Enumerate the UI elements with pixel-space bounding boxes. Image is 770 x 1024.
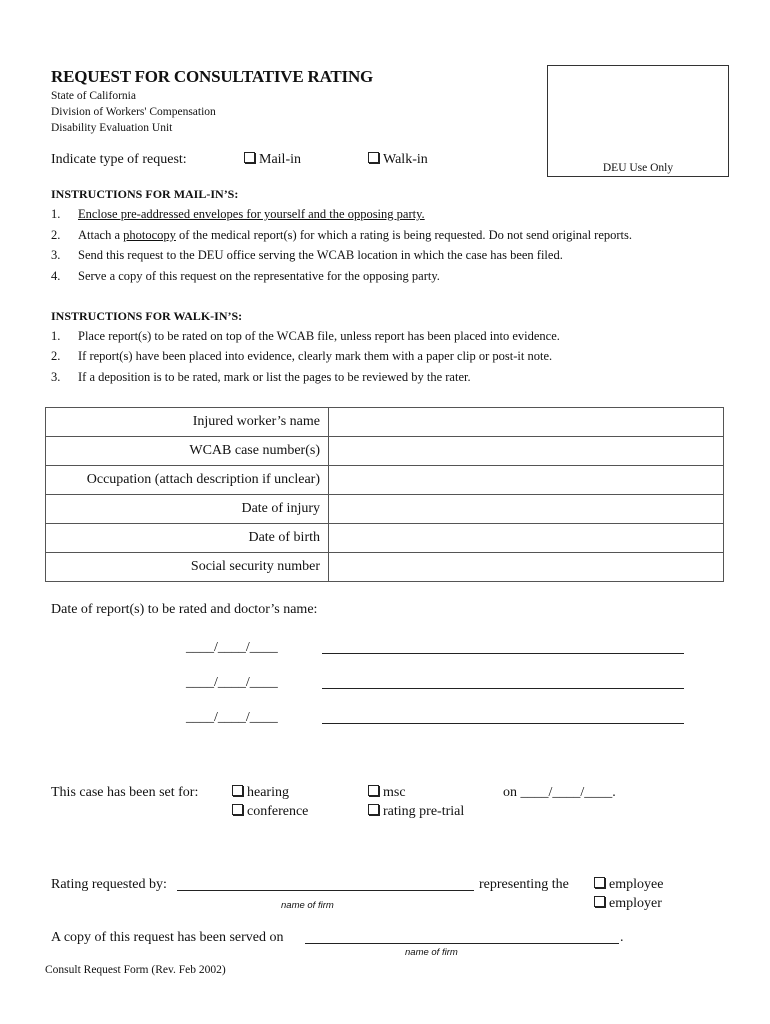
report-date-3[interactable]: ____/____/____ (186, 710, 278, 725)
ssn-label: Social security number (46, 553, 329, 582)
item-number: 3. (51, 248, 61, 262)
agency-division: Division of Workers' Compensation (51, 106, 216, 118)
representing-label: representing the (479, 877, 569, 892)
deu-use-only-label: DEU Use Only (602, 162, 674, 174)
deu-use-only-box (547, 65, 729, 177)
item-number: 3. (51, 370, 61, 384)
walk-in-checkbox[interactable] (368, 152, 379, 163)
rating-requested-firm-caption: name of firm (281, 900, 334, 911)
employee-label: employee (609, 877, 664, 892)
walk-in-item-2 (51, 349, 552, 364)
item-number: 4. (51, 269, 61, 283)
injured-worker-name-label: Injured worker’s name (46, 408, 329, 437)
conference-option[interactable] (232, 804, 308, 820)
table-row (46, 437, 724, 466)
rating-pre-trial-checkbox[interactable] (368, 804, 379, 815)
item-text: Place report(s) to be rated on top of the WCAB file, unless report has been placed into evidence. (78, 329, 560, 343)
wcab-case-number-field[interactable] (329, 437, 724, 466)
hearing-checkbox[interactable] (232, 785, 243, 796)
date-of-birth-label: Date of birth (46, 524, 329, 553)
msc-label: msc (383, 785, 406, 800)
table-row (46, 524, 724, 553)
mail-in-item-1 (51, 207, 425, 222)
doctor-name-line-1[interactable] (322, 653, 684, 654)
case-set-date[interactable]: on ____/____/____. (503, 785, 616, 800)
rating-requested-firm-line[interactable] (177, 890, 474, 891)
item-text-pre: Attach a (78, 228, 124, 242)
item-number: 1. (51, 207, 61, 221)
occupation-label: Occupation (attach description if unclear) (46, 466, 329, 495)
wcab-case-number-label: WCAB case number(s) (46, 437, 329, 466)
report-date-1[interactable]: ____/____/____ (186, 640, 278, 655)
walk-in-label: Walk-in (383, 152, 428, 167)
employer-option[interactable] (594, 896, 662, 912)
form-footer: Consult Request Form (Rev. Feb 2002) (45, 964, 226, 976)
table-row (46, 495, 724, 524)
msc-checkbox[interactable] (368, 785, 379, 796)
occupation-field[interactable] (329, 466, 724, 495)
served-on-label: A copy of this request has been served on (51, 930, 284, 945)
agency-unit: Disability Evaluation Unit (51, 122, 173, 134)
rating-pre-trial-option[interactable] (368, 804, 464, 820)
date-of-birth-field[interactable] (329, 524, 724, 553)
hearing-option[interactable] (232, 785, 289, 801)
employee-option[interactable] (594, 877, 663, 893)
date-of-injury-field[interactable] (329, 495, 724, 524)
request-type-label: Indicate type of request: (51, 152, 187, 167)
form-title: REQUEST FOR CONSULTATIVE RATING (51, 67, 374, 86)
msc-option[interactable] (368, 785, 406, 801)
mail-in-item-4 (51, 269, 440, 284)
mail-in-item-2 (51, 228, 632, 243)
employer-label: employer (609, 896, 662, 911)
item-text-post: of the medical report(s) for which a rating is being requested. Do not send original reports. (175, 228, 633, 242)
rating-pre-trial-label: rating pre-trial (383, 804, 465, 819)
table-row (46, 553, 724, 582)
walk-in-item-3 (51, 370, 471, 385)
mail-in-checkbox[interactable] (244, 152, 255, 163)
walk-in-option[interactable] (368, 152, 428, 168)
hearing-label: hearing (247, 785, 289, 800)
served-on-firm-line[interactable] (305, 943, 619, 944)
mail-in-heading: INSTRUCTIONS FOR MAIL-IN’S: (51, 187, 239, 201)
date-of-injury-label: Date of injury (46, 495, 329, 524)
ssn-field[interactable] (329, 553, 724, 582)
table-row (46, 408, 724, 437)
worker-info-table (45, 407, 724, 582)
mail-in-label: Mail-in (259, 152, 301, 167)
item-number: 2. (51, 228, 61, 242)
mail-in-item-3 (51, 248, 563, 263)
agency-state: State of California (51, 90, 136, 102)
employee-checkbox[interactable] (594, 877, 605, 888)
item-text: Send this request to the DEU office serving the WCAB location in which the case has been filed. (78, 248, 563, 262)
walk-in-item-1 (51, 329, 560, 344)
walk-in-heading: INSTRUCTIONS FOR WALK-IN’S: (51, 309, 243, 323)
conference-label: conference (247, 804, 309, 819)
table-row (46, 466, 724, 495)
reports-label: Date of report(s) to be rated and doctor’s name: (51, 602, 318, 617)
served-on-period: . (620, 930, 624, 945)
item-text: If a deposition is to be rated, mark or list the pages to be reviewed by the rater. (78, 370, 471, 384)
item-number: 2. (51, 349, 61, 363)
item-text: Serve a copy of this request on the representative for the opposing party. (78, 269, 440, 283)
conference-checkbox[interactable] (232, 804, 243, 815)
employer-checkbox[interactable] (594, 896, 605, 907)
case-set-label: This case has been set for: (51, 785, 199, 800)
served-on-firm-caption: name of firm (405, 947, 458, 958)
doctor-name-line-2[interactable] (322, 688, 684, 689)
item-text: If report(s) have been placed into evidence, clearly mark them with a paper clip or post-it note. (78, 349, 553, 363)
item-text: Enclose pre-addressed envelopes for yourself and the opposing party. (78, 207, 425, 221)
injured-worker-name-field[interactable] (329, 408, 724, 437)
doctor-name-line-3[interactable] (322, 723, 684, 724)
item-number: 1. (51, 329, 61, 343)
report-date-2[interactable]: ____/____/____ (186, 675, 278, 690)
rating-requested-label: Rating requested by: (51, 877, 167, 892)
item-text-underlined: photocopy (123, 228, 176, 242)
mail-in-option[interactable] (244, 152, 301, 168)
